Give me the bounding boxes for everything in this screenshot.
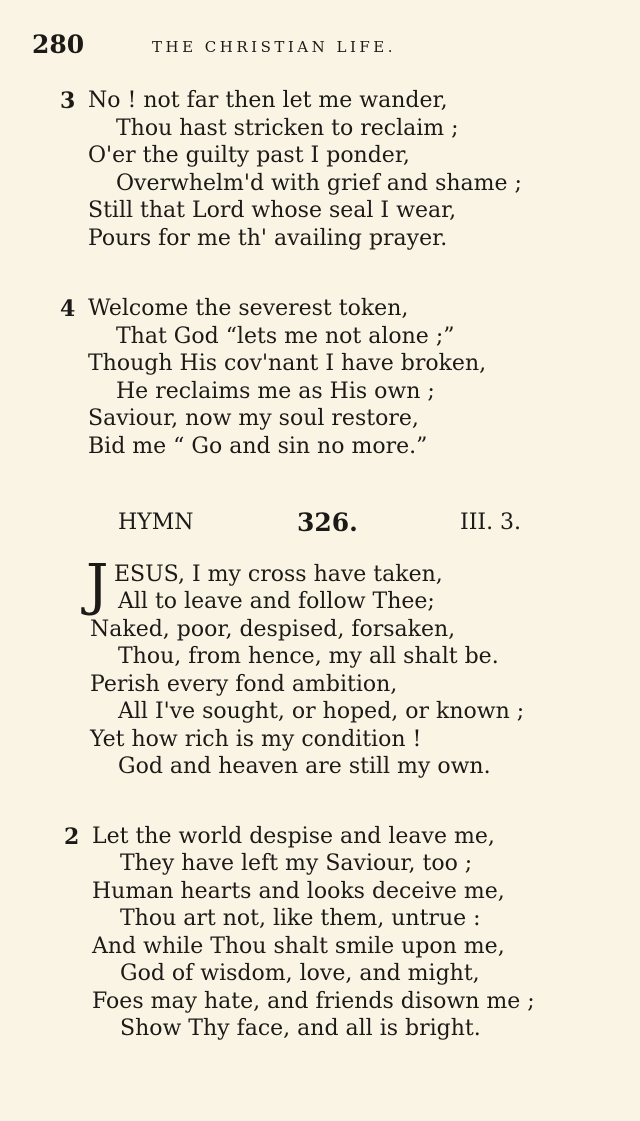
verse-line: Show Thy face, and all is bright. — [120, 1016, 481, 1041]
running-head: THE CHRISTIAN LIFE. — [152, 38, 397, 56]
verse-line: God of wisdom, love, and might, — [120, 961, 480, 986]
drop-cap: J — [86, 553, 109, 618]
stanza-number: 3 — [60, 88, 76, 114]
verse-line: Thou art not, like them, untrue : — [120, 906, 481, 931]
page-header — [32, 30, 502, 66]
verse-line: They have left my Saviour, too ; — [120, 851, 473, 876]
verse-line: Human hearts and looks deceive me, — [92, 879, 505, 904]
verse-line: No ! not far then let me wander, — [88, 88, 448, 113]
verse-line: Bid me “ Go and sin no more.” — [88, 434, 428, 459]
verse-line: And while Thou shalt smile upon me, — [92, 934, 505, 959]
verse-line: O'er the guilty past I ponder, — [88, 143, 410, 168]
stanza-number: 4 — [60, 296, 76, 322]
verse-line: Let the world despise and leave me, — [92, 824, 495, 849]
hymn-heading — [0, 506, 640, 540]
verse-line: Perish every fond ambition, — [90, 672, 398, 697]
page-number: 280 — [32, 30, 85, 59]
verse-line: That God “lets me not alone ;” — [116, 324, 455, 349]
verse-line: All to leave and follow Thee; — [118, 589, 435, 614]
verse-line: Pours for me th' availing prayer. — [88, 226, 448, 251]
verse-line: Naked, poor, despised, forsaken, — [90, 617, 456, 642]
verse-line: Foes may hate, and friends disown me ; — [92, 989, 535, 1014]
verse-line: Welcome the severest token, — [88, 296, 409, 321]
hymn-label: HYMN — [118, 510, 194, 535]
verse-line: He reclaims me as His own ; — [116, 379, 435, 404]
verse-line: God and heaven are still my own. — [118, 754, 491, 779]
verse-line: Saviour, now my soul restore, — [88, 406, 419, 431]
hymn-number: 326. — [297, 508, 358, 537]
verse-line: Still that Lord whose seal I wear, — [88, 198, 457, 223]
stanza-number: 2 — [64, 824, 80, 850]
hymn-meter: III. 3. — [460, 510, 522, 535]
verse-line: Yet how rich is my condition ! — [90, 727, 422, 752]
verse-line: Thou hast stricken to reclaim ; — [116, 116, 459, 141]
verse-line: Though His cov'nant I have broken, — [88, 351, 487, 376]
verse-line: Thou, from hence, my all shalt be. — [118, 644, 499, 669]
verse-line: All I've sought, or hoped, or known ; — [118, 699, 525, 724]
verse-line: Overwhelm'd with grief and shame ; — [116, 171, 522, 196]
verse-line: ESUS, I my cross have taken, — [114, 562, 443, 587]
